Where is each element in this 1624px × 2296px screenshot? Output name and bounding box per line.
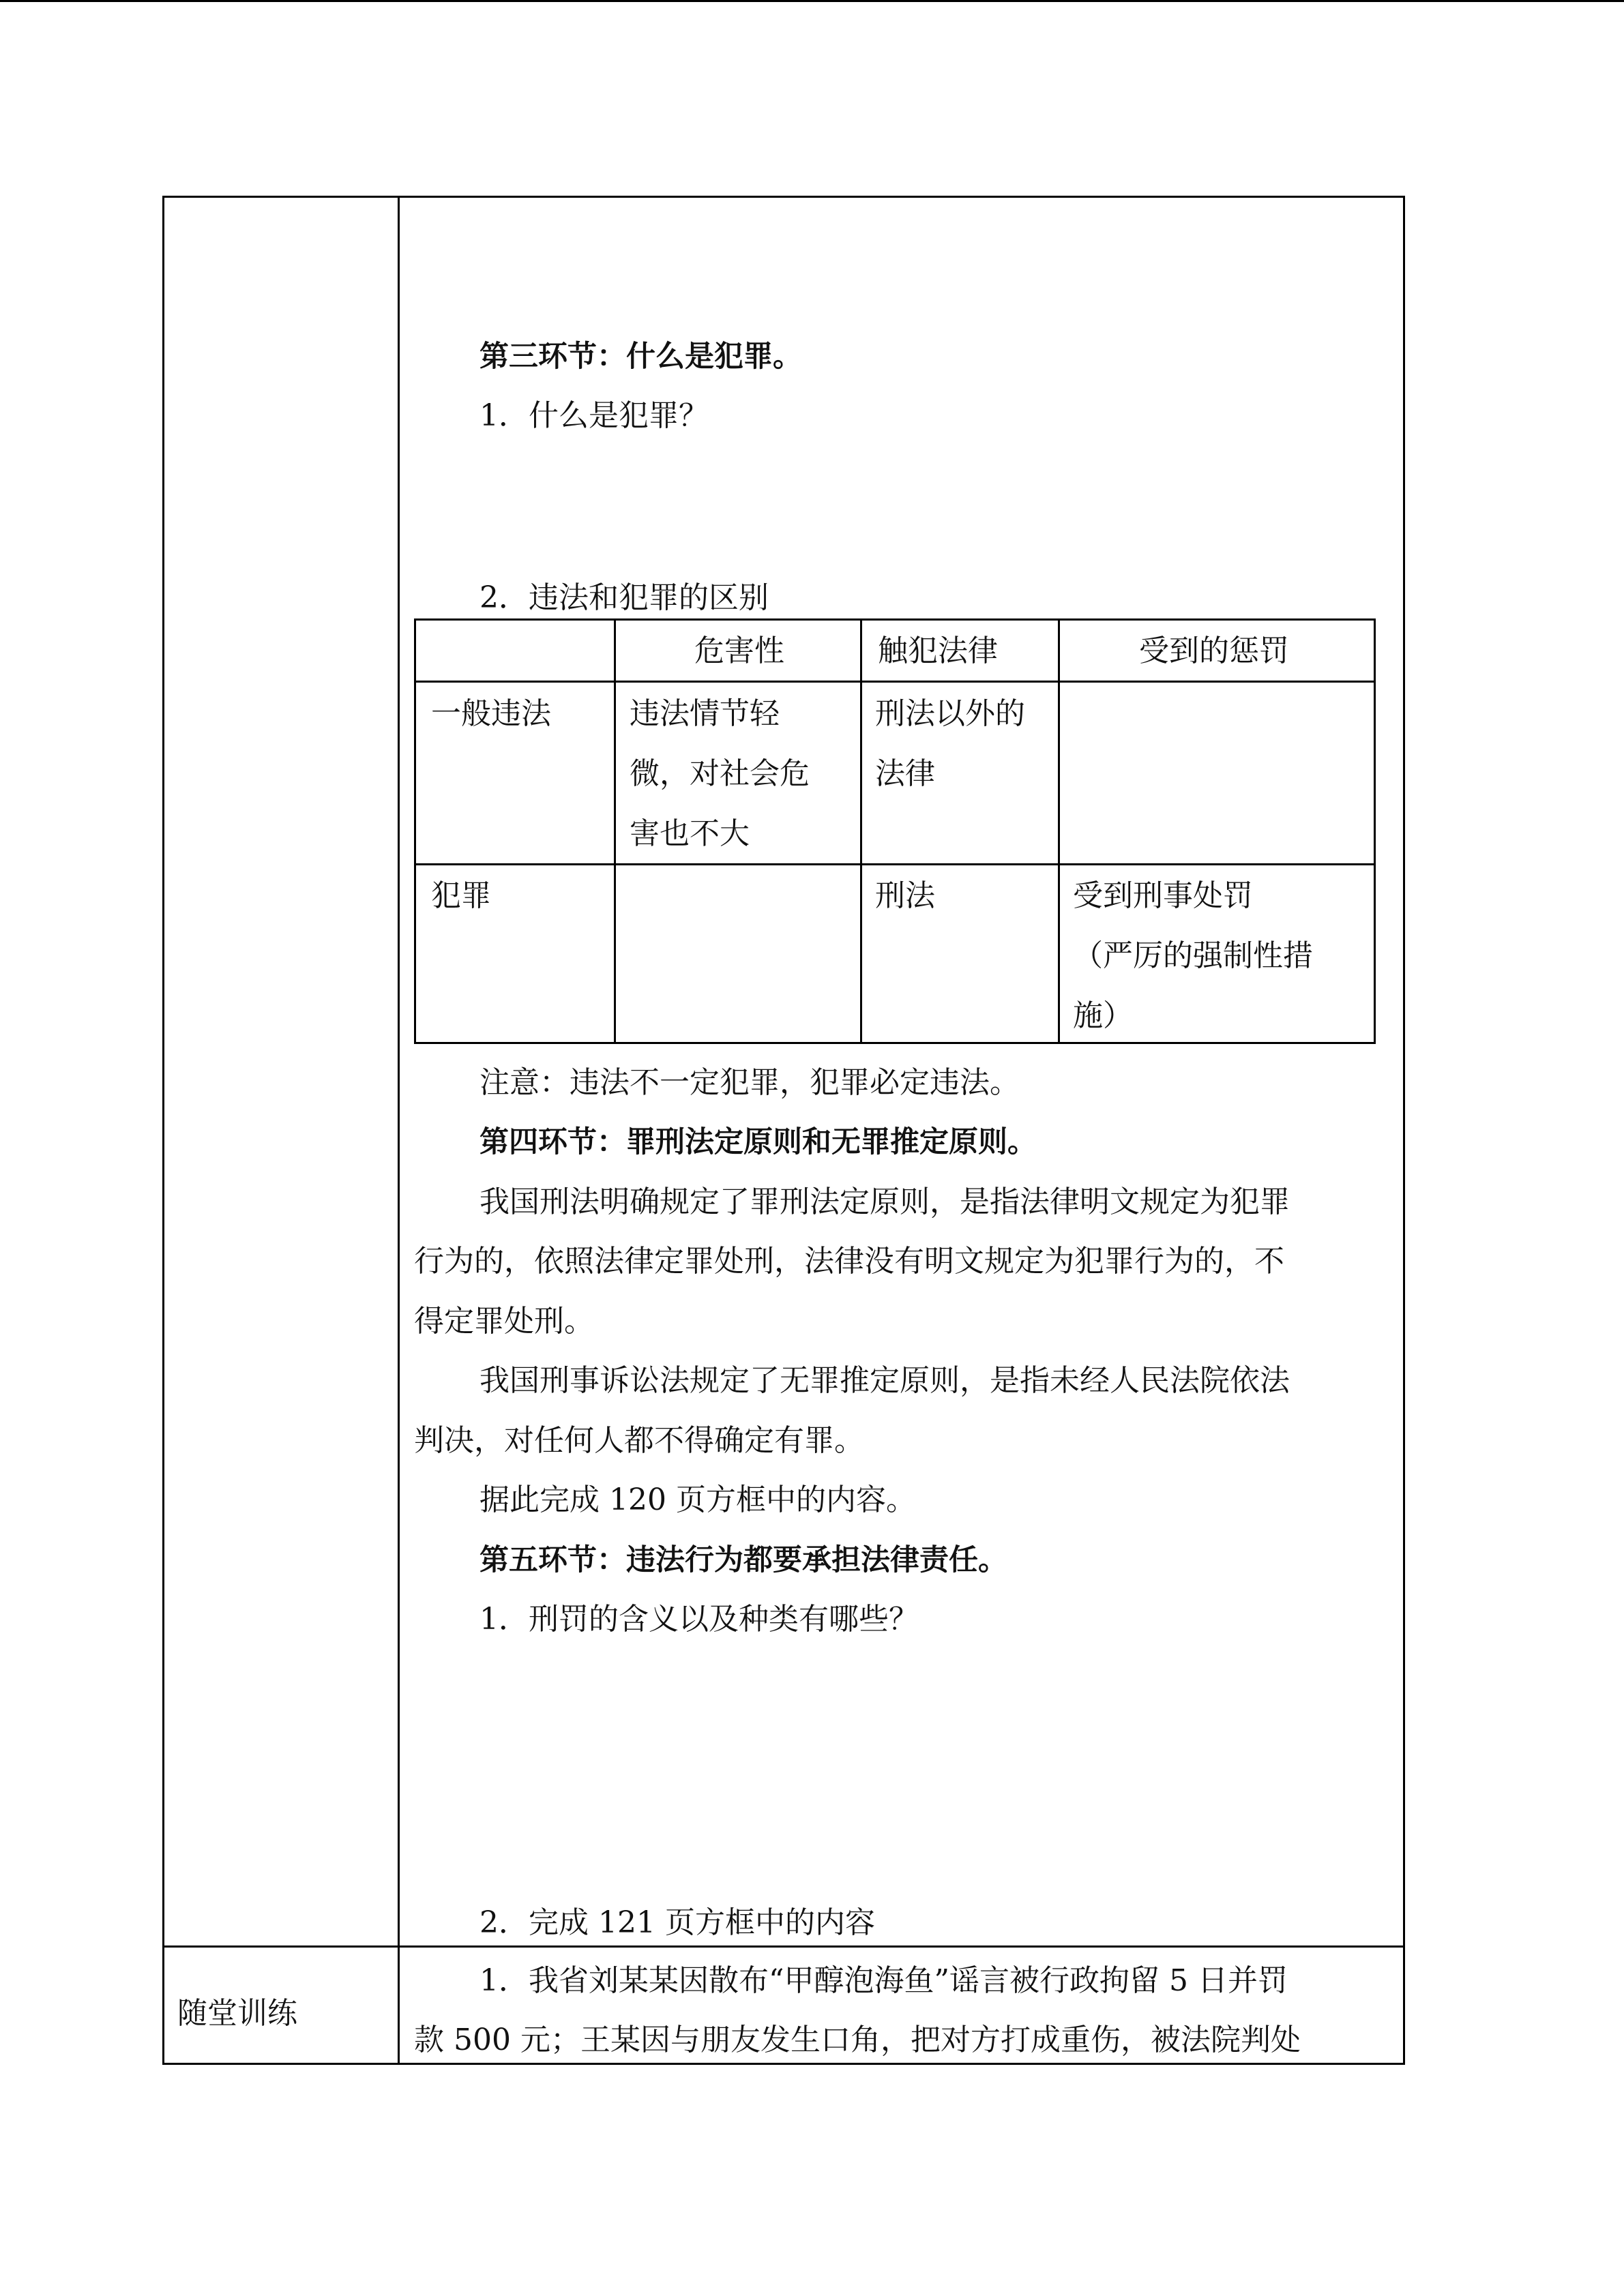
section5-heading: 第五环节：违法行为都要承担法律责任。 bbox=[479, 1543, 1007, 1577]
column-divider bbox=[398, 198, 400, 2063]
section3-question1: 1．什么是犯罪？ bbox=[479, 398, 709, 433]
table-row-label: 犯罪 bbox=[431, 878, 491, 913]
section4-paragraph2-line1: 我国刑事诉讼法规定了无罪推定原则，是指未经人民法院依法 bbox=[479, 1363, 1290, 1398]
table-cell-law: 刑法 bbox=[875, 878, 935, 913]
table-col-divider bbox=[860, 621, 862, 1042]
practice-line2: 款 500 元；王某因与朋友发生口角，把对方打成重伤，被法院判处 bbox=[414, 2023, 1301, 2057]
section5-question1: 1．刑罚的含义以及种类有哪些？ bbox=[479, 1602, 919, 1637]
comparison-table bbox=[414, 618, 1376, 1044]
table-cell-harm: 违法情节轻 微，对社会危 害也不大 bbox=[630, 696, 810, 851]
table-cell-punishment: 受到刑事处罚 （严厉的强制性措 施） bbox=[1073, 878, 1313, 1033]
practice-label: 随堂训练 bbox=[177, 1996, 297, 2031]
section5-question2: 2．完成 121 页方框中的内容 bbox=[479, 1905, 875, 1940]
top-border-line bbox=[0, 0, 1624, 2]
note-text: 注意：违法不一定犯罪，犯罪必定违法。 bbox=[479, 1065, 1020, 1100]
table-header-punishment: 受到的惩罚 bbox=[1139, 633, 1289, 668]
section4-paragraph3: 据此完成 120 页方框中的内容。 bbox=[479, 1482, 916, 1517]
section3-heading: 第三环节：什么是犯罪。 bbox=[479, 340, 802, 374]
section4-paragraph1-line3: 得定罪处刑。 bbox=[414, 1304, 594, 1339]
table-header-harm: 危害性 bbox=[694, 633, 784, 668]
row-divider bbox=[164, 1945, 1403, 1948]
table-col-divider bbox=[1058, 621, 1060, 1042]
section4-paragraph1-line2: 行为的，依照法律定罪处刑，法律没有明文规定为犯罪行为的，不 bbox=[414, 1244, 1284, 1279]
table-header-law: 触犯法律 bbox=[878, 633, 998, 668]
section4-paragraph1-line1: 我国刑法明确规定了罪刑法定原则，是指法律明文规定为犯罪 bbox=[479, 1184, 1290, 1219]
section4-paragraph2-line2: 判决，对任何人都不得确定有罪。 bbox=[414, 1423, 864, 1458]
section4-heading: 第四环节：罪刑法定原则和无罪推定原则。 bbox=[479, 1125, 1037, 1159]
table-row-label: 一般违法 bbox=[431, 696, 551, 731]
table-col-divider bbox=[614, 621, 616, 1042]
table-row-divider bbox=[416, 863, 1374, 865]
table-cell-law: 刑法以外的 法律 bbox=[875, 696, 1025, 791]
practice-line1: 1．我省刘某某因散布“甲醇泡海鱼”谣言被行政拘留 5 日并罚 bbox=[479, 1963, 1288, 1998]
section3-question2: 2．违法和犯罪的区别 bbox=[479, 580, 769, 615]
